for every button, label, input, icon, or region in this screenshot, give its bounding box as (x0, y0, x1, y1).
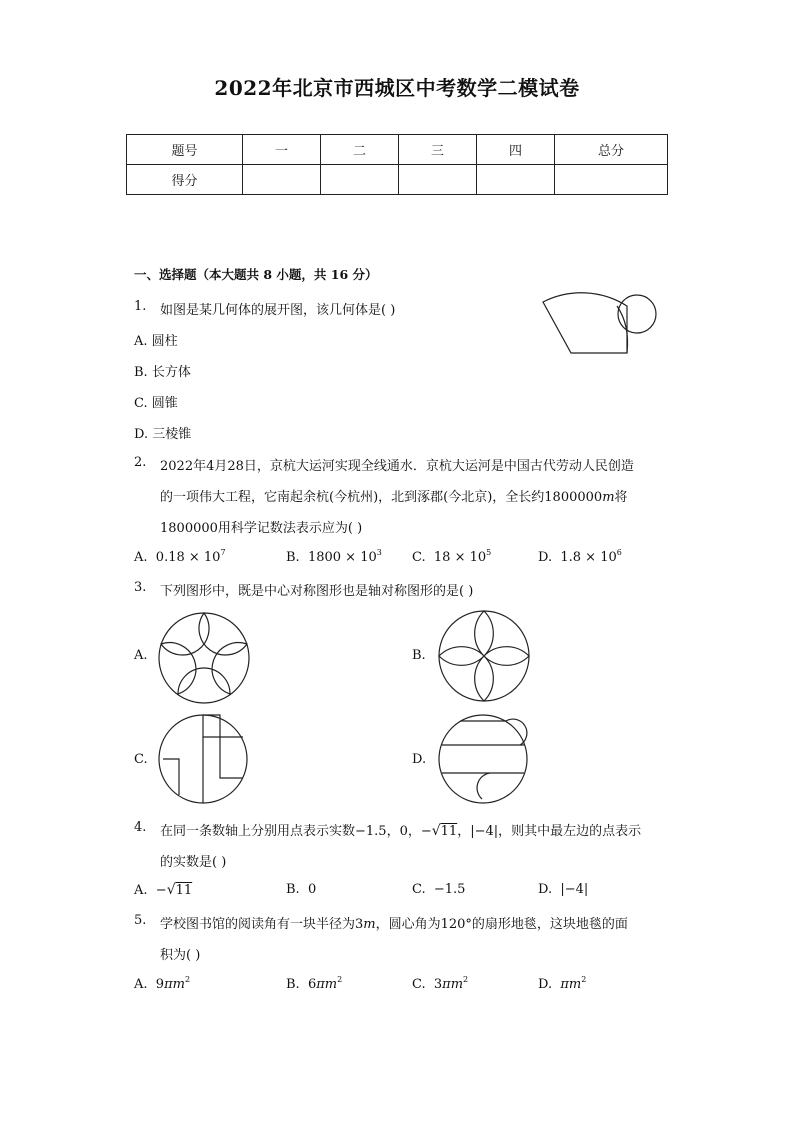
option-d: D. $\pi m^2$ (538, 975, 587, 992)
question-text: 学校图书馆的阅读角有一块半径为3m，圆心角为120°的扇形地毯，这块地毯的面 (160, 917, 628, 932)
table-cell-empty (243, 165, 321, 195)
option-c: C. $18 \times 10^5$ (412, 548, 492, 565)
table-cell-empty (477, 165, 555, 195)
table-row (127, 135, 668, 165)
option-a-label: A. (134, 648, 148, 663)
option-a: A. −√11 (134, 882, 193, 898)
table-cell: 二 (321, 135, 399, 165)
question-number: 1. (134, 299, 147, 314)
table-cell: 一 (243, 135, 321, 165)
question-text: 下列图形中，既是中心对称图形也是轴对称图形的是( ) (160, 584, 474, 599)
table-cell: 四 (477, 135, 555, 165)
net-figure (535, 285, 665, 360)
option-c: C. −1.5 (412, 882, 466, 897)
option-a: A. $0.18 \times 10^7$ (134, 548, 226, 565)
option-c: C. $3\pi m^2$ (412, 975, 469, 992)
option-d: D. 三棱锥 (134, 427, 192, 442)
option-a: A. 圆柱 (134, 334, 178, 349)
question-text: 的一项伟大工程，它南起余杭(今杭州)，北到涿郡(今北京)，全长约1800000m将 (160, 490, 628, 505)
option-b: B. $6\pi m^2$ (286, 975, 343, 992)
question-text: 2022年4月28日，京杭大运河实现全线通水．京杭大运河是中国古代劳动人民创造 (160, 459, 634, 474)
question-number: 2. (134, 455, 147, 470)
section-heading: 一、选择题（本大题共 8 小题，共 16 分） (134, 267, 378, 282)
question-text: 积为( ) (160, 948, 201, 963)
figure-b (438, 610, 530, 702)
score-table (126, 134, 668, 195)
question-number: 3. (134, 580, 147, 595)
table-cell-empty (555, 165, 668, 195)
option-a: A. $9\pi m^2$ (134, 975, 191, 992)
question-number: 5. (134, 913, 147, 928)
page-title: 2022年北京市西城区中考数学二模试卷 (214, 76, 580, 100)
option-b: B. $1800 \times 10^3$ (286, 548, 382, 565)
figure-d (438, 714, 528, 804)
table-cell: 总分 (555, 135, 668, 165)
table-cell: 三 (399, 135, 477, 165)
question-text: 1800000用科学记数法表示应为( ) (160, 521, 363, 536)
option-c: C. 圆锥 (134, 396, 178, 411)
table-cell: 得分 (127, 165, 243, 195)
table-cell: 题号 (127, 135, 243, 165)
table-cell-empty (399, 165, 477, 195)
option-d: D. |−4| (538, 882, 589, 897)
figure-c (158, 714, 248, 804)
table-cell-empty (321, 165, 399, 195)
option-d: D. $1.8 \times 10^6$ (538, 548, 622, 565)
question-number: 4. (134, 820, 147, 835)
option-d-label: D. (412, 752, 427, 767)
question-text: 在同一条数轴上分别用点表示实数−1.5，0，−√11，|−4|，则其中最左边的点表示 (160, 823, 642, 839)
table-row (127, 165, 668, 195)
option-b-label: B. (412, 648, 426, 663)
option-b: B. 0 (286, 882, 317, 897)
figure-a (158, 612, 250, 704)
option-b: B. 长方体 (134, 365, 191, 380)
question-text: 如图是某几何体的展开图，该几何体是( ) (160, 303, 396, 318)
question-text: 的实数是( ) (160, 855, 227, 870)
option-c-label: C. (134, 752, 148, 767)
